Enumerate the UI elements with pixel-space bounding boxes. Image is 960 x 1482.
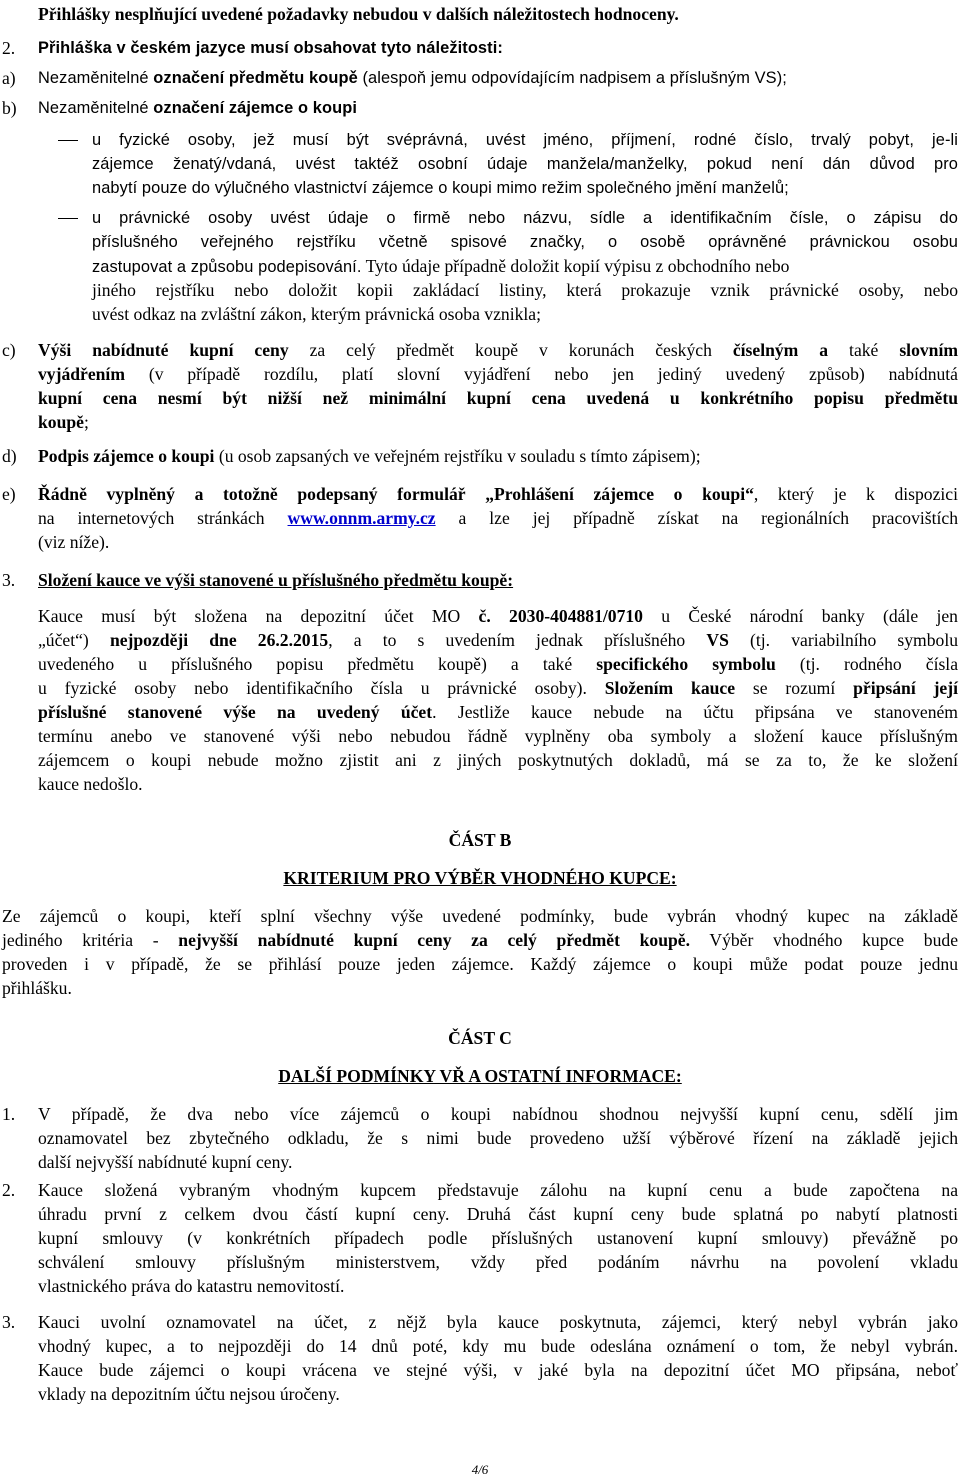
item-2e-label: e) <box>2 484 16 504</box>
deposit-line-3: uvedeného u příslušného popisu předmětu koupě) a také specifického symbolu (tj. rodného čísla <box>38 654 959 674</box>
legal-person-line-3: zastupovat a způsobu podepisování. Tyto údaje případně doložit kopií výpisu z obchodního nebo <box>92 256 790 276</box>
part-c-item-3-line-4: vklady na depozitním účtu nejsou úročeny. <box>38 1384 340 1404</box>
part-c-item-2-line-4: schválení smlouvy příslušným ministerstvem, vždy před podáním návrhu na povolení vkladu <box>38 1252 958 1272</box>
item-2-title: Přihláška v českém jazyce musí obsahovat tyto náležitosti: <box>38 39 503 57</box>
item-2c-line-2: vyjádřením (v případě rozdílu, platí slovní vyjádření nebo jen jediný uvedený způsob) nabídnutá <box>38 364 958 384</box>
deposit-line-7: zájemcem o koupi nebude možno zjistit ani z jiných poskytnutých dokladů, má se za to, že ke složení <box>38 750 958 770</box>
item-2d-label: d) <box>2 446 17 466</box>
part-b-line-3: proveden i v případě, že se přihlásí pouze jeden zájemce. Každý zájemce o koupi může podat pouze jednu <box>2 954 958 974</box>
item-2a-text: Nezaměnitelné označení předmětu koupě (alespoň jemu odpovídajícím nadpisem a příslušným VS); <box>38 69 787 87</box>
part-c-item-2-line-2: úhradu první z celkem dvou částí kupní ceny. Druhá část kupní ceny bude splatná po nabytí platnosti <box>38 1204 958 1224</box>
legal-person-line-4: jiného rejstříku nebo doložit kopii zakládací listiny, která prokazuje vznik právnické osoby, nebo <box>92 280 958 300</box>
part-c-item-3-number: 3. <box>2 1312 16 1332</box>
item-2e-line-2: na internetových stránkách www.onnm.army.cz a lze jej případně získat na regionálních pracovištích <box>38 508 959 528</box>
item-2e-line-1: Řádně vyplněný a totožně podepsaný formulář „Prohlášení zájemce o koupi“, který je k dispozici <box>38 484 958 504</box>
part-c-item-2-line-3: kupní smlouvy (v konkrétních případech podle příslušných ustanovení kupní smlouvy) převážně po <box>38 1228 958 1248</box>
page-number: 4/6 <box>471 1462 489 1477</box>
part-c-item-2-number: 2. <box>2 1180 16 1200</box>
part-b-heading: ČÁST B <box>448 830 512 850</box>
dash-bullet <box>58 140 78 141</box>
item-3-number: 3. <box>2 570 16 590</box>
dash-bullet <box>58 218 78 219</box>
item-2a-label: a) <box>2 68 16 88</box>
deposit-line-1: Kauce musí být složena na depozitní účet MO č. 2030-404881/0710 u České národní banky (dále jen <box>38 606 958 626</box>
part-c-item-1-line-2: oznamovatel bez zbytečného odkladu, že s nimi bude provedeno užší výběrové řízení na základě jejich <box>38 1128 958 1148</box>
item-2c-line-4: koupě; <box>38 412 89 432</box>
item-2-number: 2. <box>2 38 16 58</box>
legal-person-line-5: uvést odkaz na zvláštní zákon, kterým právnická osoba vznikla; <box>92 304 541 324</box>
part-c-item-1-line-1: V případě, že dva nebo více zájemců o koupi nabídnou shodnou nejvyšší kupní cenu, sdělí jim <box>38 1104 958 1124</box>
header-note: Přihlášky nesplňující uvedené požadavky nebudou v dalších náležitostech hodnoceny. <box>38 4 679 24</box>
part-c-item-2-line-1: Kauce složená vybraným vhodným kupcem představuje zálohu na kupní cenu a bude započtena na <box>38 1180 958 1200</box>
website-link[interactable]: www.onnm.army.cz <box>287 508 436 528</box>
item-2c-line-3: kupní cena nesmí být nižší než minimální kupní cena uvedená u konkrétního popisu předmětu <box>38 388 958 408</box>
item-3-title: Složení kauce ve výši stanovené u příslušného předmětu koupě: <box>38 570 514 590</box>
item-2b-label: b) <box>2 98 17 118</box>
part-b-line-2: jediného kritéria - nejvyšší nabídnuté kupní ceny za celý předmět koupě. Výběr vhodného kupce bude <box>2 930 959 950</box>
part-c-item-2-line-5: vlastnického práva do katastru nemovitostí. <box>38 1276 345 1296</box>
part-c-item-1-number: 1. <box>2 1104 16 1124</box>
deposit-line-6: termínu anebo ve stanovené výši nebo nebudou řádně vyplněny oba symboly a složení kauce příslušným <box>38 726 958 746</box>
part-c-item-3-line-2: vhodný kupec, a to nejpozději do 14 dnů poté, kdy mu bude odeslána oznámení o tom, že nebyl vybrán. <box>38 1336 958 1356</box>
item-2e-line-3: (viz níže). <box>38 532 110 552</box>
part-c-heading: ČÁST C <box>448 1028 512 1048</box>
legal-person-line-1: u právnické osoby uvést údaje o firmě nebo názvu, sídle a identifikačním čísle, o zápisu do <box>92 209 958 227</box>
natural-person-line-2: zájemce ženatý/vdaná, uvést taktéž osobní údaje manžela/manželky, pokud není dán důvod pro <box>92 155 958 173</box>
item-2b-text: Nezaměnitelné označení zájemce o koupi <box>38 99 357 117</box>
deposit-line-8: kauce nedošlo. <box>38 774 143 794</box>
item-2c-line-1: Výši nabídnuté kupní ceny za celý předmět koupě v korunách českých číselným a také slovním <box>38 340 958 360</box>
deposit-line-2: „účet“) nejpozději dne 26.2.2015, a to s uvedením jednak příslušného VS (tj. variabilního symbolu <box>38 630 958 650</box>
part-c-item-3-line-3: Kauce bude zájemci o koupi vrácena ve stejné výši, v jaké byla na depozitní účet MO připsána, neboť <box>38 1360 958 1380</box>
natural-person-line-3: nabytí pouze do výlučného vlastnictví zájemce o koupi mimo režim společného jmění manželů; <box>92 179 789 197</box>
part-b-line-4: přihlášku. <box>2 978 72 998</box>
part-b-subheading: KRITERIUM PRO VÝBĚR VHODNÉHO KUPCE: <box>283 868 677 888</box>
part-c-subheading: DALŠÍ PODMÍNKY VŘ A OSTATNÍ INFORMACE: <box>278 1066 682 1086</box>
legal-person-line-2: příslušného veřejného rejstříku včetně spisové značky, o osobě oprávněné právnickou osobu <box>92 233 958 251</box>
deposit-line-4: u fyzické osoby nebo identifikačního čísla u právnické osoby). Složením kauce se rozumí připsání její <box>38 678 958 698</box>
item-2c-label: c) <box>2 340 16 360</box>
item-2d-text: Podpis zájemce o koupi (u osob zapsaných ve veřejném rejstříku v souladu s tímto zápisem); <box>38 446 701 466</box>
part-c-item-3-line-1: Kauci uvolní oznamovatel na účet, z nějž byla kauce poskytnuta, zájemci, který nebyl vybrán jako <box>38 1312 958 1332</box>
deposit-line-5: příslušné stanovené výše na uvedený účet. Jestliže kauce nebude na účtu připsána ve stanoveném <box>38 702 958 722</box>
part-c-item-1-line-3: další nejvyšší nabídnuté kupní ceny. <box>38 1152 293 1172</box>
part-b-line-1: Ze zájemců o koupi, kteří splní všechny výše uvedené podmínky, bude vybrán vhodný kupec na základě <box>2 906 958 926</box>
natural-person-line-1: u fyzické osoby, jež musí být svéprávná, uvést jméno, příjmení, rodné číslo, trvalý pobyt, je-li <box>92 131 958 149</box>
